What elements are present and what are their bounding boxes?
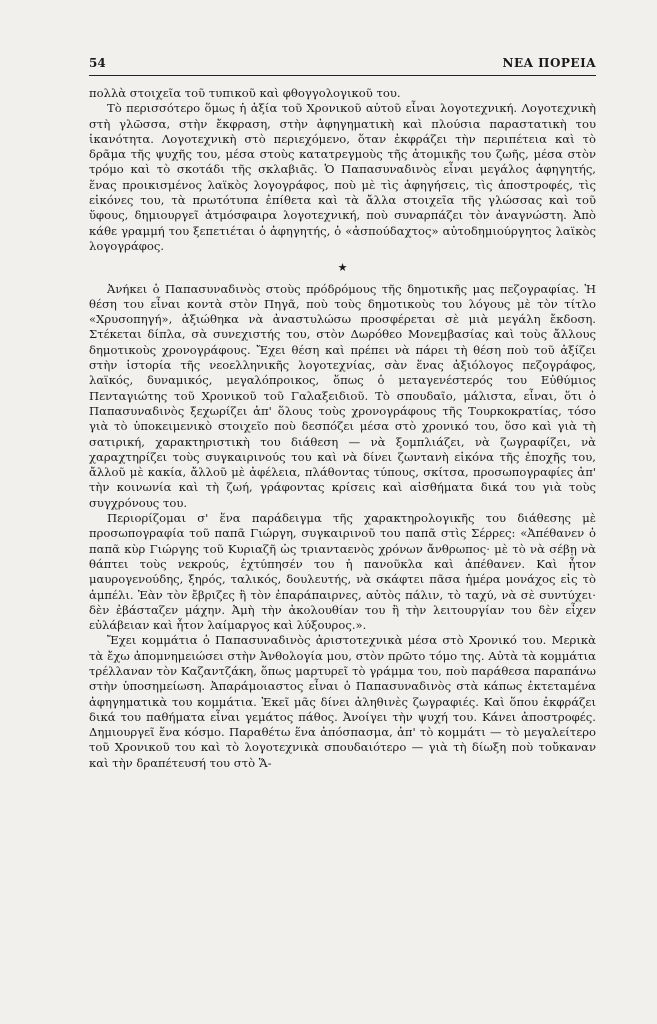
journal-title: ΝΕΑ ΠΟΡΕΙΑ [502, 56, 596, 70]
paragraph-4: Περιορίζομαι σ' ἕνα παράδειγμα τῆς χαρακτηρολογικῆς του διάθεσης μὲ προσωπογραφία τοῦ παπᾶ Γιώργη, συγκαιρινοῦ του παπᾶ στὶς Σέρρες: «Ἀπέθανεν ὁ παπᾶ κὺρ Γιώργης τοῦ Κυριαζῆ ὡς τριανταενὸς χρόνων ἄνθρωπος· μὲ τὸ νὰ σέβῃ νὰ θάπτει τοὺς νεκρούς, ἐχτύπησέν του ἡ πανοῦκλα καὶ ἀπέθανεν. Καὶ ἦτον μαυρογενούδης, ξηρός, ταλικός, δουλευτής, νὰ σκάφτει πᾶσα ἡμέρα μονάχος εἰς τὸ ἀμπέλι. Ἐὰν τὸν ἔβριζες ἢ τὸν ἐπαράπαιρνες, αὐτὸς πάλιν, τὸ ταχύ, νὰ σὲ συντύχει· δὲν ἐβάσταζεν μάχην. Ἀμὴ τὴν ἀκολουθίαν του ἢ τὴν λειτουργίαν του δὲν εἶχεν εὐλάβειαν καὶ ἦτον λαίμαργος καὶ λύξουρος.». [89, 511, 596, 633]
paragraph-1: πολλὰ στοιχεῖα τοῦ τυπικοῦ καὶ φθογγολογικοῦ του. [89, 86, 401, 100]
paragraph-2: Τὸ περισσότερο ὅμως ἡ ἀξία τοῦ Χρονικοῦ αὐτοῦ εἶναι λογοτεχνική. Λογοτεχνικὴ στὴ γλῶσσα, στὴν ἔκφραση, στὴν ἀφηγηματικὴ καὶ πλούσια παραστατικὴ του ἱκανότητα. Λογοτεχνικὴ στὸ περιεχόμενο, ὅταν ἐκφράζει τὴν περιπέτεια καὶ τὸ δρᾶμα τῆς ψυχῆς του, μέσα στοὺς κατατρεγμοὺς τῆς ἀτομικῆς του ζωῆς, μέσα στὸν τρόμο καὶ τὸ σκοτάδι τῆς σκλαβιᾶς. Ὁ Παπασυναδινὸς εἶναι μεγάλος ἀφηγητής, ἕνας προικισμένος λαϊκὸς λογογράφος, ποὺ μὲ τὶς ἀφηγήσεις, τὶς ἀποστροφές, τὶς εἰκόνες του, τὰ πρωτότυπα ἐπίθετα καὶ τὰ ἄλλα στοιχεῖα τῆς γλώσσας καὶ τοῦ ὕφους, δημιουργεῖ ἀτμόσφαιρα λογοτεχνική, ποὺ συναρπάζει τὸν ἀναγνώστη. Ἀπὸ κάθε γραμμή του ξεπετιέται ὁ ἀφηγητής, ὁ «ἀσπούδαχτος» αὐτοδημιούργητος λαϊκὸς λογογράφος. [89, 101, 596, 253]
paragraph-5: Ἔχει κομμάτια ὁ Παπασυναδινὸς ἀριστοτεχνικὰ μέσα στὸ Χρονικό του. Μερικὰ τὰ ἔχω ἀπομνημειώσει στὴν Ἀνθολογία μου, στὸν πρῶτο τόμο της. Αὐτὰ τὰ κομμάτια τρέλλαναν τὸν Καζαντζάκη, ὅπως μαρτυρεῖ τὸ γράμμα του, ποὺ παράθεσα παραπάνω στὴν ὑποσημείωση. Ἀπαράμοιαστος εἶναι ὁ Παπασυναδινὸς στὰ κάπως ἐκτεταμένα ἀφηγηματικὰ του κομμάτια. Ἐκεῖ μᾶς δίνει ἀληθινὲς ζωγραφιές. Καὶ ὅπου ἐκφράζει δικά του παθήματα εἶναι γεμάτος πάθος. Ἀνοίγει τὴν ψυχή του. Κάνει ἀποστροφές. Δημιουργεῖ ἕνα κόσμο. Παραθέτω ἕνα ἀπόσπασμα, ἀπ' τὸ κομμάτι — τὸ μεγαλείτερο τοῦ Χρονικοῦ του καὶ τὸ λογοτεχνικὰ σπουδαιότερο — γιὰ τὴ δίωξη ποὺ τοὔκαναν καὶ τὴν δραπέτευσή του στὸ Ἅ- [89, 633, 596, 770]
page-number: 54 [89, 56, 106, 70]
section-separator-star: ★ [337, 261, 348, 275]
page-header [89, 56, 596, 70]
header-rule [89, 75, 596, 76]
paragraph-3: Ἀνήκει ὁ Παπασυναδινὸς στοὺς πρόδρόμους τῆς δημοτικῆς μας πεζογραφίας. Ἡ θέση του εἶναι κοντὰ στὸν Πηγᾶ, ποὺ τοὺς δημοτικοὺς του λόγους μὲ τὸν τίτλο «Χρυσοπηγή», ἀξιώθηκα νὰ ἀναστυλώσω προσφέρεται σὲ μιὰ μεγάλη ἔκδοση. Στέκεται δίπλα, σὰ συνεχιστής του, στὸν Δωρόθεο Μονεμβασίας καὶ τοὺς ἄλλους δημοτικοὺς χρονογράφους. Ἔχει θέση καὶ πρέπει νὰ πάρει τὴ θέση ποὺ τοῦ ἀξίζει στὴν ἱστορία τῆς νεοελληνικῆς λογοτεχνίας, σὰν ἕνας ἀξιόλογος πεζογράφος, λαϊκός, δυναμικός, μεγαλόπροικος, ὅπως ὁ μεταγενέστερός του Εὐθύμιος Πενταγιώτης τοῦ Χρονικοῦ τοῦ Γαλαξειδιοῦ. Τὸ σπουδαῖο, μάλιστα, εἶναι, ὅτι ὁ Παπασυναδινὸς ξεχωρίζει ἀπ' ὅλους τοὺς χρονογράφους τῆς Τουρκοκρατίας, τόσο γιὰ τὸ ὑποκειμενικὸ στοιχεῖο ποὺ δεσπόζει μέσα στὸ χρονικό του, ὅσο καὶ γιὰ τὴ σατιρική, χαρακτηριστικὴ του διάθεση — νὰ ξομπλιάζει, νὰ ζωγραφίζει, νὰ χαραχτηρίζει τοὺς συγκαιρινούς του καὶ νὰ δίνει ζωντανὴ εἰκόνα τῆς ἐποχῆς του, ἄλλοῦ μὲ κακία, ἄλλοῦ μὲ ἀφέλεια, πλάθοντας τύπους, σκίτσα, προσωπογραφίες ἀπ' τὴν κοινωνία καὶ τὴ ζωή, γράφοντας κρίσεις καὶ αἰσθήματα δικά του γιὰ τοὺς συγχρόνους του. [89, 281, 596, 510]
body-text [89, 86, 596, 771]
